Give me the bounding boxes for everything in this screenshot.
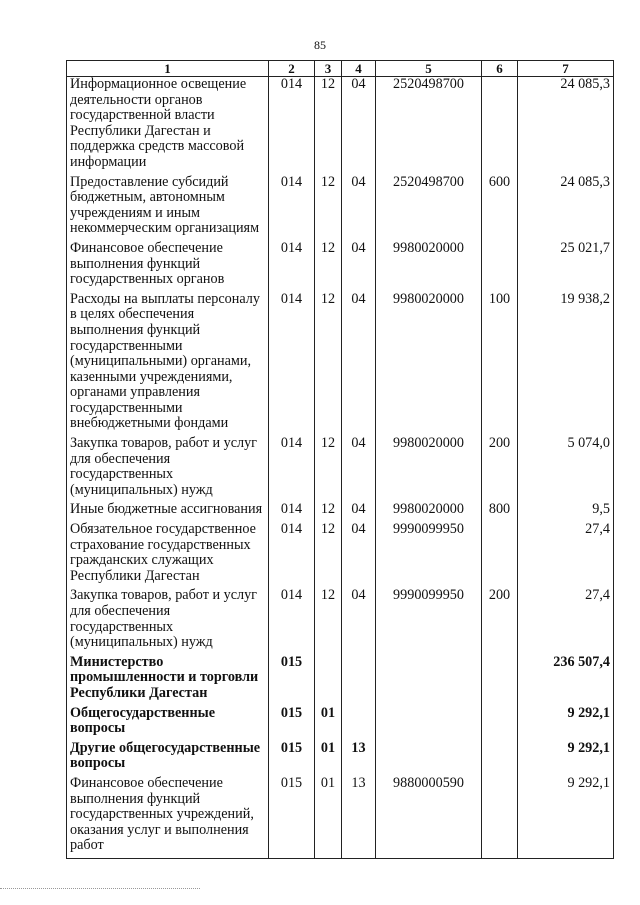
row-amount-cell: 9 292,1 — [518, 776, 614, 858]
row-code-5-cell: 9980020000 — [376, 502, 482, 522]
row-code-2-cell: 014 — [269, 588, 315, 654]
row-name-cell: Обязательное государственное страхование государственных гражданских служащих Республики Дагестан — [67, 522, 269, 588]
header-col-5: 5 — [376, 61, 482, 77]
row-code-6-cell: 200 — [482, 436, 518, 502]
row-code-3-cell — [315, 655, 342, 706]
row-code-5-cell: 2520498700 — [376, 175, 482, 241]
header-col-2: 2 — [269, 61, 315, 77]
row-code-3-cell: 12 — [315, 175, 342, 241]
row-code-5-cell: 9880000590 — [376, 776, 482, 858]
row-code-6-cell — [482, 522, 518, 588]
row-code-3-cell: 12 — [315, 436, 342, 502]
row-code-6-cell — [482, 241, 518, 292]
row-amount-cell: 24 085,3 — [518, 77, 614, 175]
row-code-3-cell: 12 — [315, 502, 342, 522]
header-col-7: 7 — [518, 61, 614, 77]
row-amount-cell: 236 507,4 — [518, 655, 614, 706]
row-name-cell: Министерство промышленности и торговли Республики Дагестан — [67, 655, 269, 706]
row-code-3-cell: 12 — [315, 292, 342, 436]
row-code-2-cell: 014 — [269, 436, 315, 502]
row-code-5-cell: 9980020000 — [376, 292, 482, 436]
header-col-1: 1 — [67, 61, 269, 77]
row-code-5-cell: 2520498700 — [376, 77, 482, 175]
row-code-4-cell: 04 — [342, 292, 376, 436]
row-code-5-cell: 9990099950 — [376, 588, 482, 654]
table-row — [67, 502, 614, 522]
row-code-5-cell — [376, 655, 482, 706]
table-row — [67, 741, 614, 776]
row-name-cell: Общегосударственные вопросы — [67, 706, 269, 741]
row-code-2-cell: 014 — [269, 292, 315, 436]
row-code-6-cell: 200 — [482, 588, 518, 654]
table-row — [67, 292, 614, 436]
row-code-2-cell: 015 — [269, 655, 315, 706]
row-amount-cell: 9 292,1 — [518, 706, 614, 741]
row-name-cell: Расходы на выплаты персоналу в целях обеспечения выполнения функций государственными (муниципальными) органами, казенными учреждениями, органами управления государственными внебюджетными фондами — [67, 292, 269, 436]
row-code-5-cell: 9980020000 — [376, 241, 482, 292]
row-code-5-cell: 9990099950 — [376, 522, 482, 588]
table-row — [67, 436, 614, 502]
row-code-6-cell: 800 — [482, 502, 518, 522]
budget-table — [66, 60, 614, 859]
row-code-6-cell: 600 — [482, 175, 518, 241]
header-col-4: 4 — [342, 61, 376, 77]
row-amount-cell: 9,5 — [518, 502, 614, 522]
row-amount-cell: 9 292,1 — [518, 741, 614, 776]
row-code-2-cell: 015 — [269, 741, 315, 776]
row-code-4-cell: 04 — [342, 436, 376, 502]
row-code-2-cell: 014 — [269, 502, 315, 522]
row-code-6-cell: 100 — [482, 292, 518, 436]
row-code-2-cell: 015 — [269, 706, 315, 741]
row-name-cell: Закупка товаров, работ и услуг для обеспечения государственных (муниципальных) нужд — [67, 588, 269, 654]
row-code-4-cell: 04 — [342, 77, 376, 175]
page-number: 85 — [314, 38, 326, 52]
table-row — [67, 522, 614, 588]
table-row — [67, 655, 614, 706]
row-amount-cell: 24 085,3 — [518, 175, 614, 241]
row-code-4-cell: 04 — [342, 502, 376, 522]
header-col-6: 6 — [482, 61, 518, 77]
row-name-cell: Иные бюджетные ассигнования — [67, 502, 269, 522]
row-code-6-cell — [482, 655, 518, 706]
row-code-4-cell: 04 — [342, 241, 376, 292]
table-row — [67, 241, 614, 292]
row-code-3-cell: 01 — [315, 706, 342, 741]
row-name-cell: Информационное освещение деятельности органов государственной власти Республики Дагестан и поддержка средств массовой информации — [67, 77, 269, 175]
table-row — [67, 776, 614, 858]
row-code-6-cell — [482, 77, 518, 175]
row-amount-cell: 25 021,7 — [518, 241, 614, 292]
row-code-5-cell — [376, 706, 482, 741]
row-amount-cell: 27,4 — [518, 588, 614, 654]
row-code-4-cell — [342, 655, 376, 706]
header-row — [67, 61, 614, 77]
row-code-4-cell: 04 — [342, 522, 376, 588]
row-code-3-cell: 12 — [315, 588, 342, 654]
row-code-4-cell: 04 — [342, 588, 376, 654]
row-name-cell: Предоставление субсидий бюджетным, автономным учреждениям и иным некоммерческим организациям — [67, 175, 269, 241]
row-code-2-cell: 014 — [269, 241, 315, 292]
row-amount-cell: 5 074,0 — [518, 436, 614, 502]
row-code-6-cell — [482, 776, 518, 858]
row-name-cell: Финансовое обеспечение выполнения функций государственных учреждений, оказания услуг и выполнения работ — [67, 776, 269, 858]
row-code-5-cell: 9980020000 — [376, 436, 482, 502]
table-body — [67, 77, 614, 859]
table-row — [67, 588, 614, 654]
table-row — [67, 77, 614, 175]
row-code-2-cell: 014 — [269, 175, 315, 241]
row-code-4-cell — [342, 706, 376, 741]
header-col-3: 3 — [315, 61, 342, 77]
row-code-3-cell: 01 — [315, 776, 342, 858]
row-code-2-cell: 014 — [269, 77, 315, 175]
row-name-cell: Финансовое обеспечение выполнения функций государственных органов — [67, 241, 269, 292]
row-amount-cell: 27,4 — [518, 522, 614, 588]
row-code-2-cell: 014 — [269, 522, 315, 588]
row-code-3-cell: 12 — [315, 241, 342, 292]
row-code-3-cell: 12 — [315, 522, 342, 588]
row-code-6-cell — [482, 706, 518, 741]
row-code-4-cell: 13 — [342, 741, 376, 776]
row-code-6-cell — [482, 741, 518, 776]
row-code-4-cell: 13 — [342, 776, 376, 858]
table-row — [67, 175, 614, 241]
table-row — [67, 706, 614, 741]
row-amount-cell: 19 938,2 — [518, 292, 614, 436]
row-code-2-cell: 015 — [269, 776, 315, 858]
row-code-3-cell: 01 — [315, 741, 342, 776]
row-code-4-cell: 04 — [342, 175, 376, 241]
row-name-cell: Закупка товаров, работ и услуг для обеспечения государственных (муниципальных) нужд — [67, 436, 269, 502]
row-name-cell: Другие общегосударственные вопросы — [67, 741, 269, 776]
bottom-divider — [0, 888, 200, 890]
row-code-5-cell — [376, 741, 482, 776]
row-code-3-cell: 12 — [315, 77, 342, 175]
